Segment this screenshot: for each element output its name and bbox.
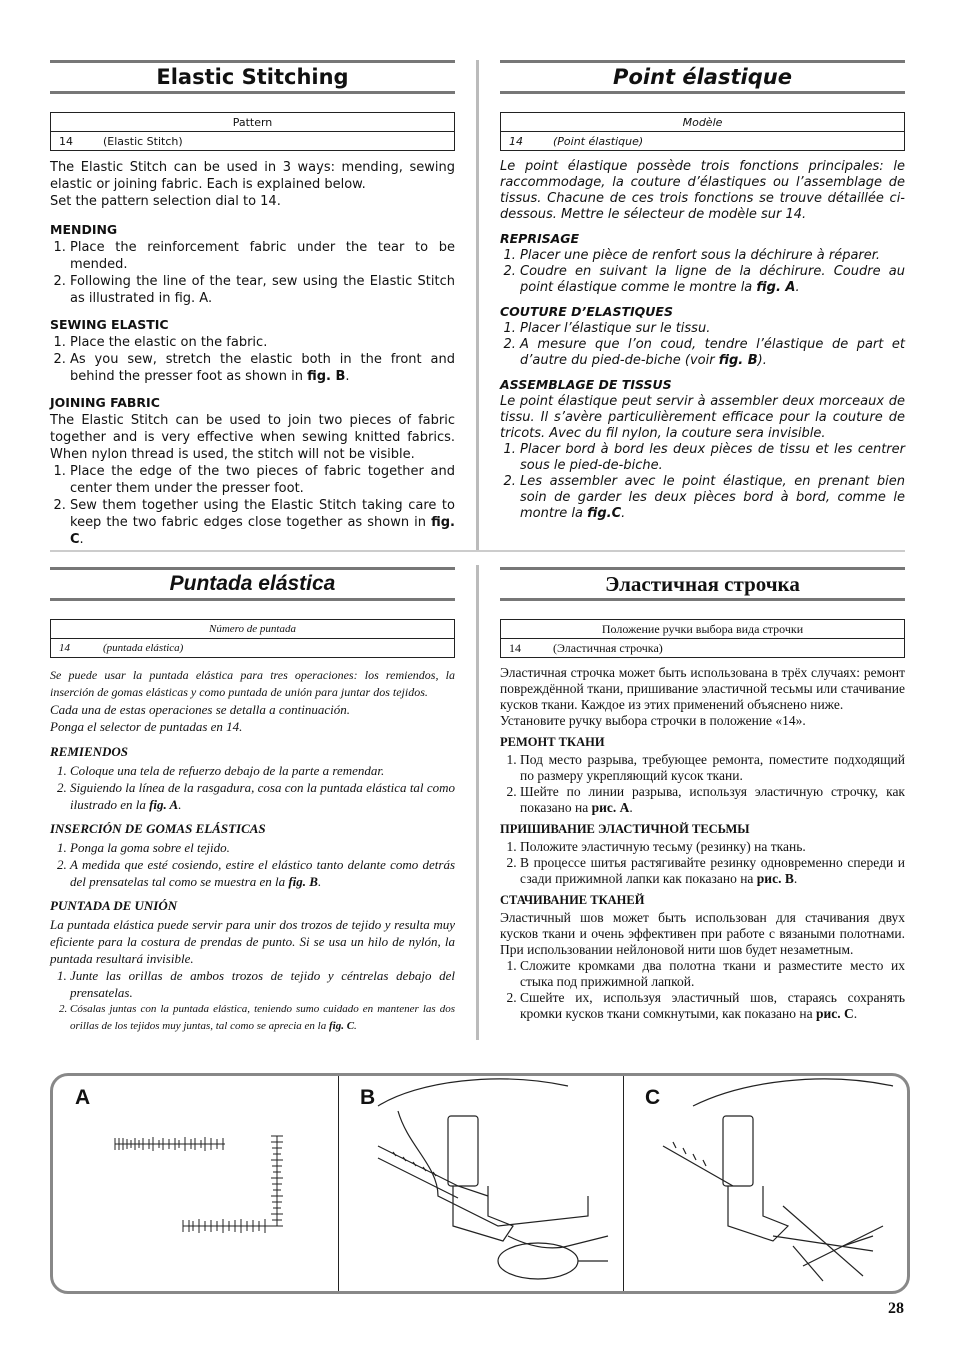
stachivanie-text: Эластичный шов может быть использован для стачивания двух кусков ткани и очень эффективен при работе с вязаными полотнами. При использовании нейлоновой нити шов будет незаметным. bbox=[500, 910, 905, 957]
joining-fabric-illustration bbox=[623, 1076, 907, 1291]
list-item: 2. Cósalas juntas con la puntada elástica, teniendo sumo cuidado en mantener las dos orillas de los tejidos muy juntas, tal como se aprecia en la fig. C. bbox=[70, 1001, 455, 1035]
figure-c bbox=[623, 1076, 907, 1291]
heading-couture: COUTURE D’ELASTIQUES bbox=[500, 304, 673, 319]
insercion-list bbox=[50, 839, 455, 890]
mending-list bbox=[50, 239, 455, 307]
list-item: 1. Placer une pièce de renfort sous la déchirure à réparer. bbox=[520, 248, 905, 264]
heading-reprisage: REPRISAGE bbox=[500, 231, 580, 246]
union-list bbox=[50, 967, 455, 1035]
list-item: 2. Coudre en suivant la ligne de la déchirure. Coudre au point élastique comme le montre la fig. A. bbox=[520, 264, 905, 296]
section-title: Puntada elástica bbox=[50, 567, 455, 601]
section-title: Point élastique bbox=[500, 60, 905, 94]
list-item: 1. Положите эластичную тесьму (резинку) на ткань. bbox=[520, 839, 905, 855]
list-item: 1. Под место разрыва, требующее ремонта, поместите подходящий по размеру укрепляющий кусок ткани. bbox=[520, 752, 905, 784]
page-number: 28 bbox=[888, 1300, 904, 1317]
intro-text-2: Cada una de estas operaciones se detalla a continuación. Ponga el selector de puntadas en 14. bbox=[50, 702, 351, 734]
list-item: 2. Сшейте их, используя эластичный шов, стараясь сохранять кромки кусков ткани сомкнутыми, как показано на рис. C. bbox=[520, 990, 905, 1022]
pattern-table bbox=[50, 619, 455, 658]
list-item: 1. Place the reinforcement fabric under the tear to be mended. bbox=[70, 239, 455, 273]
stachivanie-list bbox=[500, 958, 905, 1022]
vertical-divider-lower bbox=[476, 565, 479, 1040]
figure-b bbox=[338, 1076, 624, 1291]
table-row: 14 (puntada elástica) bbox=[51, 639, 455, 658]
figures-panel bbox=[50, 1073, 910, 1294]
list-item: 2. Sew them together using the Elastic Stitch taking care to keep the two fabric edges close together as shown in fig. C. bbox=[70, 497, 455, 548]
heading-stachivanie: СТАЧИВАНИЕ ТКАНЕЙ bbox=[500, 893, 645, 907]
reprisage-list bbox=[500, 248, 905, 296]
list-item: 1. Сложите кромками два полотна ткани и разместите место их стыка под прижимной лапкой. bbox=[520, 958, 905, 990]
table-header: Modèle bbox=[501, 113, 905, 132]
union-text: La puntada elástica puede servir para unir dos trozos de tejido y resulta muy eficiente para la costura de prendas de punto. Si se usa un hilo de nylón, la puntada resultará invisible. bbox=[50, 917, 455, 966]
pattern-table bbox=[50, 112, 455, 151]
heading-assemblage: ASSEMBLAGE DE TISSUS bbox=[500, 377, 672, 392]
mending-stitch-illustration bbox=[53, 1076, 338, 1291]
figure-label: B bbox=[360, 1086, 376, 1109]
list-item: 1. Junte las orillas de ambos trozos de tejido y céntrelas debajo del prensatelas. bbox=[70, 967, 455, 1001]
french-section bbox=[500, 60, 905, 522]
heading-prishivanie: ПРИШИВАНИЕ ЭЛАСТИЧНОЙ ТЕСЬМЫ bbox=[500, 822, 750, 836]
heading-union: PUNTADA DE UNIÓN bbox=[50, 898, 178, 913]
heading-remiendos: REMIENDOS bbox=[50, 744, 129, 759]
spanish-section bbox=[50, 567, 455, 1035]
remont-list bbox=[500, 752, 905, 816]
table-header: Положение ручки выбора вида строчки bbox=[501, 620, 905, 639]
russian-section bbox=[500, 567, 905, 1022]
heading-mending: MENDING bbox=[50, 222, 118, 237]
list-item: 2. As you sew, stretch the elastic both in the front and behind the presser foot as shown in fig. B. bbox=[70, 351, 455, 385]
pattern-table bbox=[500, 112, 905, 151]
table-row: 14 (Elastic Stitch) bbox=[51, 132, 455, 151]
list-item: 2. A medida que esté cosiendo, estire el elástico tanto delante como detrás del prensatelas tal como se muestra en la fig. B. bbox=[70, 856, 455, 890]
intro-text: Se puede usar la puntada elástica para tres operaciones: los remiendos, la inserción de gomas elásticas y como puntada de unión para juntar dos tejidos. bbox=[50, 668, 455, 699]
intro-text: Le point élastique possède trois fonctions principales: le raccommodage, la couture d’élastiques ou l’assemblage de tissus. Chacune de ces trois fonctions se trouve détaillée ci-dessous. Mettre le sélecteur de modèle sur 14. bbox=[500, 159, 905, 222]
intro-text: Эластичная строчка может быть использована в трёх случаях: ремонт повреждённой ткани, пришивание эластичной тесьмы или стачивание кусков ткани. Каждое из этих применений объяснено ниже. Установите ручку выбора строчки в положение «14». bbox=[500, 665, 905, 728]
elastic-list bbox=[50, 334, 455, 385]
joining-list bbox=[50, 463, 455, 548]
list-item: 1. Place the elastic on the fabric. bbox=[70, 334, 455, 351]
list-item: 1. Placer l’élastique sur le tissu. bbox=[520, 321, 905, 337]
heading-insercion: INSERCIÓN DE GOMAS ELÁSTICAS bbox=[50, 821, 266, 836]
list-item: 2. A mesure que l’on coud, tendre l’élastique de part et d’autre du pied-de-biche (voir fig. B). bbox=[520, 337, 905, 369]
table-row: 14 (Point élastique) bbox=[501, 132, 905, 151]
list-item: 1. Place the edge of the two pieces of fabric together and center them under the presser foot. bbox=[70, 463, 455, 497]
joining-text: The Elastic Stitch can be used to join two pieces of fabric together and is very effective when sewing knitted fabrics. When nylon thread is used, the stitch will not be visible. bbox=[50, 413, 455, 462]
pattern-table bbox=[500, 619, 905, 658]
heading-sewing-elastic: SEWING ELASTIC bbox=[50, 317, 169, 332]
sewing-elastic-illustration bbox=[338, 1076, 623, 1291]
assemblage-text: Le point élastique peut servir à assembler deux morceaux de tissu. Il s’avère particulièrement efficace pour la couture de tricots. Avec du fil nylon, la couture sera invisible. bbox=[500, 394, 905, 441]
list-item: 2. Following the line of the tear, sew using the Elastic Stitch as illustrated in fig. A. bbox=[70, 273, 455, 307]
list-item: 2. Siguiendo la línea de la rasgadura, cosa con la puntada elástica tal como ilustrado en la fig. A. bbox=[70, 779, 455, 813]
horizontal-divider bbox=[50, 550, 905, 552]
list-item: 1. Placer bord à bord les deux pièces de tissu et les centrer sous le pied-de-biche. bbox=[520, 442, 905, 474]
section-title: Elastic Stitching bbox=[50, 60, 455, 94]
list-item: 1. Coloque una tela de refuerzo debajo de la parte a remendar. bbox=[70, 762, 455, 779]
list-item: 2. В процессе шитья растягивайте резинку одновременно спереди и сзади прижимной лапки как показано на рис. B. bbox=[520, 855, 905, 887]
list-item: 2. Шейте по линии разрыва, используя эластичную строчку, как показано на рис. А. bbox=[520, 784, 905, 816]
remiendos-list bbox=[50, 762, 455, 813]
figure-a bbox=[53, 1076, 339, 1291]
assemblage-list bbox=[500, 442, 905, 522]
table-header: Número de puntada bbox=[51, 620, 455, 639]
figure-label: A bbox=[75, 1086, 91, 1109]
list-item: 1. Ponga la goma sobre el tejido. bbox=[70, 839, 455, 856]
intro-text: The Elastic Stitch can be used in 3 ways: mending, sewing elastic or joining fabric. Each is explained below. Set the pattern selection dial to 14. bbox=[50, 160, 455, 209]
heading-joining-fabric: JOINING FABRIC bbox=[50, 395, 160, 410]
heading-remont: РЕМОНТ ТКАНИ bbox=[500, 735, 605, 749]
list-item: 2. Les assembler avec le point élastique, en prenant bien soin de garder les deux pièces bord à bord, comme le montre la fig.C. bbox=[520, 474, 905, 522]
couture-list bbox=[500, 321, 905, 369]
prishivanie-list bbox=[500, 839, 905, 887]
figure-label: C bbox=[645, 1086, 661, 1109]
vertical-divider bbox=[476, 60, 479, 550]
section-title: Эластичная строчка bbox=[500, 567, 905, 601]
table-row: 14 (Эластичная строчка) bbox=[501, 639, 905, 658]
english-section bbox=[50, 60, 455, 548]
table-header: Pattern bbox=[51, 113, 455, 132]
